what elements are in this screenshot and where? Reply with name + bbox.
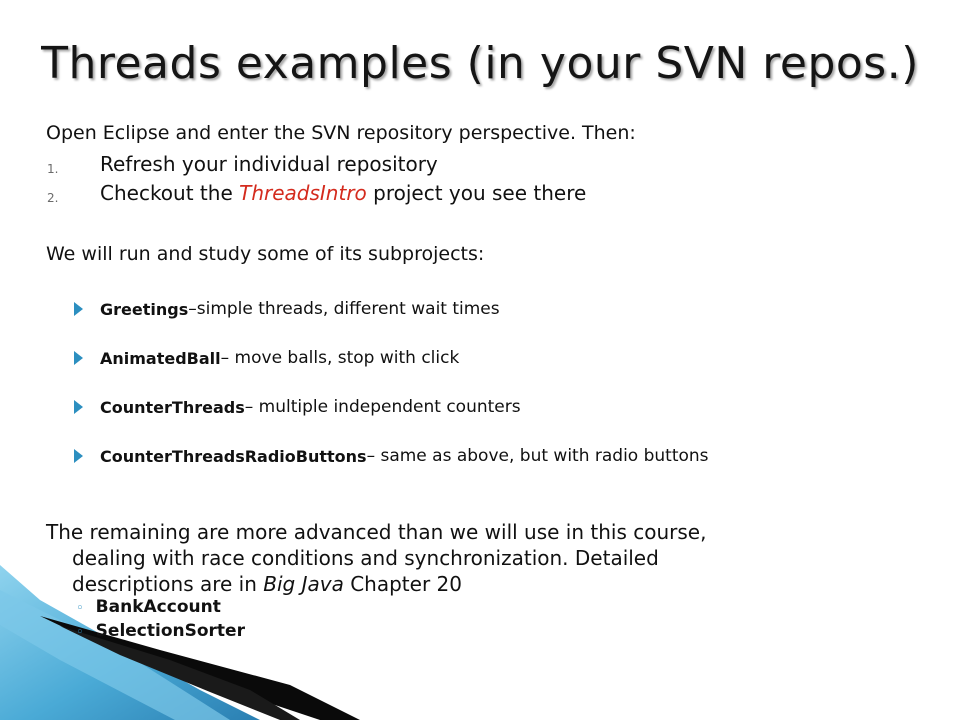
- subproject-desc: – same as above, but with radio buttons: [366, 446, 709, 466]
- triangle-right-icon: [74, 351, 83, 365]
- remaining-line-3-before: descriptions are in: [72, 572, 264, 596]
- project-name-highlight: ThreadsIntro: [239, 181, 367, 205]
- subproject-name: Greetings: [100, 299, 189, 319]
- advanced-item: [76, 621, 245, 641]
- step-2-before: Checkout the: [100, 181, 240, 205]
- subproject-desc: –simple threads, different wait times: [188, 299, 500, 319]
- subproject-item: [74, 299, 500, 319]
- subproject-name: AnimatedBall: [100, 348, 221, 368]
- advanced-item-name: SelectionSorter: [95, 621, 245, 641]
- step-2-after: project you see there: [366, 181, 587, 205]
- subproject-desc: – move balls, stop with click: [220, 348, 460, 368]
- subproject-item: [74, 397, 521, 417]
- hollow-circle-icon: ◦: [76, 601, 84, 616]
- book-title: Big Java: [263, 572, 344, 596]
- subproject-desc: – multiple independent counters: [244, 397, 521, 417]
- step-2-number: 2.: [47, 191, 59, 205]
- slide-title: Threads examples (in your SVN repos.): [41, 38, 919, 89]
- study-text: We will run and study some of its subprojects:: [46, 243, 485, 265]
- subproject-name: CounterThreads: [100, 397, 245, 417]
- step-1-label: Refresh your individual repository: [100, 152, 438, 176]
- step-1-number: 1.: [47, 162, 59, 176]
- remaining-line-2: dealing with race conditions and synchronization. Detailed: [72, 546, 659, 570]
- subproject-item: [74, 446, 709, 466]
- subproject-item: [74, 348, 459, 368]
- step-1-text: [100, 152, 438, 176]
- remaining-line-3-after: Chapter 20: [343, 572, 462, 596]
- step-2-text: [100, 181, 586, 205]
- triangle-right-icon: [74, 400, 83, 414]
- remaining-line-3: [46, 571, 926, 597]
- triangle-right-icon: [74, 302, 83, 316]
- triangle-right-icon: [74, 449, 83, 463]
- subproject-name: CounterThreadsRadioButtons: [100, 446, 367, 466]
- advanced-item: [76, 597, 221, 617]
- remaining-line-1: The remaining are more advanced than we will use in this course,: [46, 520, 707, 544]
- intro-text: Open Eclipse and enter the SVN repository perspective. Then:: [46, 122, 636, 144]
- hollow-circle-icon: ◦: [76, 625, 84, 640]
- advanced-item-name: BankAccount: [95, 597, 221, 617]
- remaining-paragraph: [46, 519, 926, 597]
